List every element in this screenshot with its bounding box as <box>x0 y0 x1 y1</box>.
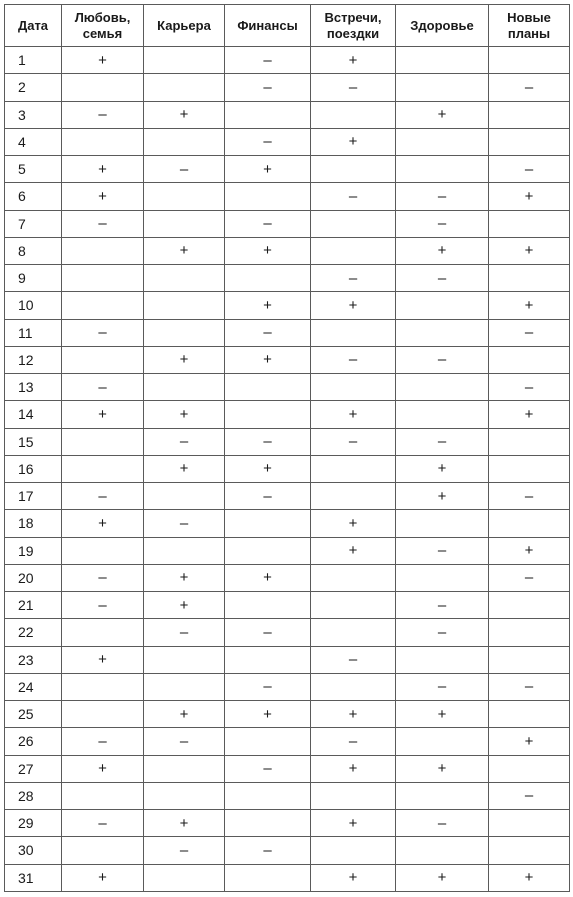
career-cell <box>144 319 225 346</box>
health-cell: – <box>396 592 489 619</box>
table-row <box>5 455 570 482</box>
table-row <box>5 374 570 401</box>
table-row <box>5 183 570 210</box>
career-cell: + <box>144 701 225 728</box>
new-plans-cell <box>489 346 570 373</box>
career-cell: + <box>144 810 225 837</box>
love-family-cell <box>62 265 144 292</box>
new-plans-cell: + <box>489 292 570 319</box>
health-cell: – <box>396 810 489 837</box>
meetings-trips-cell: – <box>311 728 396 755</box>
finance-cell: – <box>225 319 311 346</box>
new-plans-cell: – <box>489 156 570 183</box>
column-header-new-plans: Новые планы <box>489 5 570 47</box>
new-plans-cell <box>489 701 570 728</box>
table-row <box>5 128 570 155</box>
love-family-cell: – <box>62 564 144 591</box>
career-cell <box>144 74 225 101</box>
health-cell <box>396 74 489 101</box>
new-plans-cell <box>489 128 570 155</box>
date-cell: 18 <box>5 510 62 537</box>
date-cell: 19 <box>5 537 62 564</box>
health-cell <box>396 292 489 319</box>
health-cell <box>396 837 489 864</box>
new-plans-cell: – <box>489 374 570 401</box>
finance-cell <box>225 864 311 892</box>
love-family-cell <box>62 837 144 864</box>
love-family-cell: – <box>62 210 144 237</box>
love-family-cell: + <box>62 864 144 892</box>
column-header-career: Карьера <box>144 5 225 47</box>
table-row <box>5 701 570 728</box>
table-row <box>5 755 570 782</box>
date-cell: 24 <box>5 673 62 700</box>
love-family-cell <box>62 619 144 646</box>
love-family-cell: – <box>62 728 144 755</box>
new-plans-cell <box>489 428 570 455</box>
new-plans-cell: + <box>489 537 570 564</box>
column-header-health: Здоровье <box>396 5 489 47</box>
meetings-trips-cell <box>311 319 396 346</box>
finance-cell <box>225 537 311 564</box>
finance-cell: + <box>225 564 311 591</box>
career-cell <box>144 292 225 319</box>
new-plans-cell: + <box>489 864 570 892</box>
finance-cell: – <box>225 47 311 74</box>
finance-cell: + <box>225 156 311 183</box>
love-family-cell <box>62 537 144 564</box>
meetings-trips-cell: + <box>311 810 396 837</box>
table-row <box>5 292 570 319</box>
finance-cell: – <box>225 128 311 155</box>
health-cell: + <box>396 701 489 728</box>
date-cell: 9 <box>5 265 62 292</box>
love-family-cell: + <box>62 755 144 782</box>
meetings-trips-cell <box>311 673 396 700</box>
finance-cell: – <box>225 74 311 101</box>
finance-cell <box>225 728 311 755</box>
career-cell <box>144 47 225 74</box>
new-plans-cell: + <box>489 183 570 210</box>
health-cell: – <box>396 673 489 700</box>
table-row <box>5 564 570 591</box>
new-plans-cell <box>489 455 570 482</box>
meetings-trips-cell <box>311 156 396 183</box>
table-row <box>5 782 570 809</box>
finance-cell <box>225 646 311 673</box>
meetings-trips-cell <box>311 210 396 237</box>
table-row <box>5 810 570 837</box>
career-cell <box>144 537 225 564</box>
date-cell: 15 <box>5 428 62 455</box>
table-row <box>5 74 570 101</box>
career-cell <box>144 864 225 892</box>
health-cell <box>396 401 489 428</box>
meetings-trips-cell <box>311 837 396 864</box>
table-row <box>5 673 570 700</box>
health-cell: – <box>396 183 489 210</box>
table-row <box>5 510 570 537</box>
column-header-finance: Финансы <box>225 5 311 47</box>
health-cell <box>396 646 489 673</box>
love-family-cell <box>62 237 144 264</box>
new-plans-cell <box>489 265 570 292</box>
meetings-trips-cell: + <box>311 401 396 428</box>
career-cell <box>144 782 225 809</box>
new-plans-cell <box>489 210 570 237</box>
love-family-cell: – <box>62 101 144 128</box>
finance-cell <box>225 401 311 428</box>
table-row <box>5 592 570 619</box>
meetings-trips-cell: + <box>311 292 396 319</box>
health-cell: + <box>396 864 489 892</box>
career-cell <box>144 183 225 210</box>
date-cell: 2 <box>5 74 62 101</box>
table-row <box>5 619 570 646</box>
meetings-trips-cell: – <box>311 346 396 373</box>
career-cell: + <box>144 101 225 128</box>
table-row <box>5 265 570 292</box>
meetings-trips-cell <box>311 101 396 128</box>
new-plans-cell: – <box>489 483 570 510</box>
love-family-cell: + <box>62 156 144 183</box>
career-cell <box>144 374 225 401</box>
meetings-trips-cell: + <box>311 537 396 564</box>
new-plans-cell <box>489 810 570 837</box>
finance-cell: – <box>225 673 311 700</box>
column-header-date: Дата <box>5 5 62 47</box>
finance-cell: + <box>225 701 311 728</box>
health-cell: + <box>396 483 489 510</box>
career-cell <box>144 265 225 292</box>
finance-cell: + <box>225 237 311 264</box>
love-family-cell <box>62 701 144 728</box>
career-cell: + <box>144 401 225 428</box>
career-cell: – <box>144 428 225 455</box>
table-row <box>5 210 570 237</box>
meetings-trips-cell: – <box>311 265 396 292</box>
love-family-cell: + <box>62 401 144 428</box>
health-cell: – <box>396 265 489 292</box>
love-family-cell <box>62 346 144 373</box>
new-plans-cell <box>489 592 570 619</box>
career-cell <box>144 646 225 673</box>
finance-cell <box>225 510 311 537</box>
table-row <box>5 101 570 128</box>
health-cell <box>396 564 489 591</box>
health-cell <box>396 319 489 346</box>
finance-cell: + <box>225 292 311 319</box>
date-cell: 11 <box>5 319 62 346</box>
new-plans-cell: + <box>489 401 570 428</box>
love-family-cell: + <box>62 183 144 210</box>
meetings-trips-cell: – <box>311 428 396 455</box>
table-row <box>5 837 570 864</box>
finance-cell: – <box>225 483 311 510</box>
table-row <box>5 156 570 183</box>
career-cell <box>144 128 225 155</box>
table-row <box>5 428 570 455</box>
career-cell <box>144 673 225 700</box>
health-cell: – <box>396 619 489 646</box>
new-plans-cell <box>489 510 570 537</box>
date-cell: 13 <box>5 374 62 401</box>
finance-cell: – <box>225 428 311 455</box>
forecast-table <box>4 4 570 892</box>
health-cell: – <box>396 428 489 455</box>
love-family-cell: – <box>62 810 144 837</box>
table-row <box>5 728 570 755</box>
health-cell <box>396 47 489 74</box>
date-cell: 14 <box>5 401 62 428</box>
date-cell: 3 <box>5 101 62 128</box>
meetings-trips-cell <box>311 619 396 646</box>
love-family-cell <box>62 74 144 101</box>
meetings-trips-cell <box>311 374 396 401</box>
health-cell: – <box>396 537 489 564</box>
career-cell: + <box>144 346 225 373</box>
date-cell: 25 <box>5 701 62 728</box>
finance-cell <box>225 374 311 401</box>
love-family-cell: + <box>62 646 144 673</box>
new-plans-cell <box>489 47 570 74</box>
health-cell <box>396 782 489 809</box>
love-family-cell: – <box>62 483 144 510</box>
date-cell: 5 <box>5 156 62 183</box>
table-row <box>5 346 570 373</box>
love-family-cell <box>62 292 144 319</box>
column-header-love-family: Любовь, семья <box>62 5 144 47</box>
love-family-cell: + <box>62 510 144 537</box>
new-plans-cell: + <box>489 728 570 755</box>
career-cell: – <box>144 510 225 537</box>
health-cell: – <box>396 210 489 237</box>
header-row <box>5 5 570 47</box>
finance-cell: – <box>225 210 311 237</box>
table-row <box>5 483 570 510</box>
new-plans-cell: + <box>489 237 570 264</box>
finance-cell <box>225 810 311 837</box>
date-cell: 23 <box>5 646 62 673</box>
health-cell <box>396 728 489 755</box>
date-cell: 26 <box>5 728 62 755</box>
date-cell: 10 <box>5 292 62 319</box>
date-cell: 29 <box>5 810 62 837</box>
date-cell: 27 <box>5 755 62 782</box>
table-row <box>5 47 570 74</box>
health-cell: + <box>396 101 489 128</box>
column-header-meetings-trips: Встречи, поездки <box>311 5 396 47</box>
meetings-trips-cell <box>311 592 396 619</box>
new-plans-cell: – <box>489 319 570 346</box>
career-cell <box>144 755 225 782</box>
career-cell: + <box>144 592 225 619</box>
meetings-trips-cell <box>311 564 396 591</box>
meetings-trips-cell: – <box>311 183 396 210</box>
love-family-cell <box>62 782 144 809</box>
meetings-trips-cell: + <box>311 510 396 537</box>
career-cell: + <box>144 237 225 264</box>
new-plans-cell <box>489 646 570 673</box>
new-plans-cell <box>489 619 570 646</box>
health-cell <box>396 510 489 537</box>
career-cell: – <box>144 837 225 864</box>
love-family-cell: – <box>62 592 144 619</box>
new-plans-cell <box>489 837 570 864</box>
date-cell: 7 <box>5 210 62 237</box>
meetings-trips-cell: + <box>311 128 396 155</box>
table-row <box>5 537 570 564</box>
finance-cell <box>225 183 311 210</box>
health-cell <box>396 374 489 401</box>
table-body <box>5 47 570 892</box>
meetings-trips-cell <box>311 483 396 510</box>
meetings-trips-cell: + <box>311 701 396 728</box>
date-cell: 22 <box>5 619 62 646</box>
finance-cell <box>225 782 311 809</box>
finance-cell: – <box>225 755 311 782</box>
date-cell: 17 <box>5 483 62 510</box>
love-family-cell <box>62 673 144 700</box>
table-row <box>5 864 570 892</box>
date-cell: 16 <box>5 455 62 482</box>
health-cell: + <box>396 237 489 264</box>
career-cell: – <box>144 156 225 183</box>
meetings-trips-cell <box>311 455 396 482</box>
meetings-trips-cell <box>311 237 396 264</box>
meetings-trips-cell: – <box>311 74 396 101</box>
career-cell: – <box>144 728 225 755</box>
finance-cell: + <box>225 346 311 373</box>
table-row <box>5 237 570 264</box>
date-cell: 1 <box>5 47 62 74</box>
finance-cell: – <box>225 837 311 864</box>
love-family-cell: – <box>62 319 144 346</box>
career-cell <box>144 210 225 237</box>
date-cell: 21 <box>5 592 62 619</box>
new-plans-cell <box>489 101 570 128</box>
new-plans-cell: – <box>489 564 570 591</box>
date-cell: 6 <box>5 183 62 210</box>
health-cell: + <box>396 455 489 482</box>
date-cell: 8 <box>5 237 62 264</box>
career-cell: + <box>144 455 225 482</box>
meetings-trips-cell: + <box>311 755 396 782</box>
love-family-cell <box>62 428 144 455</box>
meetings-trips-cell: + <box>311 864 396 892</box>
health-cell <box>396 156 489 183</box>
love-family-cell: – <box>62 374 144 401</box>
date-cell: 20 <box>5 564 62 591</box>
finance-cell <box>225 265 311 292</box>
date-cell: 28 <box>5 782 62 809</box>
table-row <box>5 401 570 428</box>
finance-cell <box>225 101 311 128</box>
finance-cell: – <box>225 619 311 646</box>
health-cell <box>396 128 489 155</box>
health-cell: + <box>396 755 489 782</box>
meetings-trips-cell: – <box>311 646 396 673</box>
career-cell: – <box>144 619 225 646</box>
date-cell: 31 <box>5 864 62 892</box>
date-cell: 12 <box>5 346 62 373</box>
health-cell: – <box>396 346 489 373</box>
meetings-trips-cell <box>311 782 396 809</box>
new-plans-cell: – <box>489 673 570 700</box>
new-plans-cell: – <box>489 74 570 101</box>
meetings-trips-cell: + <box>311 47 396 74</box>
love-family-cell <box>62 128 144 155</box>
table-row <box>5 319 570 346</box>
new-plans-cell: – <box>489 782 570 809</box>
new-plans-cell <box>489 755 570 782</box>
date-cell: 4 <box>5 128 62 155</box>
finance-cell <box>225 592 311 619</box>
love-family-cell: + <box>62 47 144 74</box>
date-cell: 30 <box>5 837 62 864</box>
career-cell: + <box>144 564 225 591</box>
finance-cell: + <box>225 455 311 482</box>
career-cell <box>144 483 225 510</box>
table-row <box>5 646 570 673</box>
love-family-cell <box>62 455 144 482</box>
